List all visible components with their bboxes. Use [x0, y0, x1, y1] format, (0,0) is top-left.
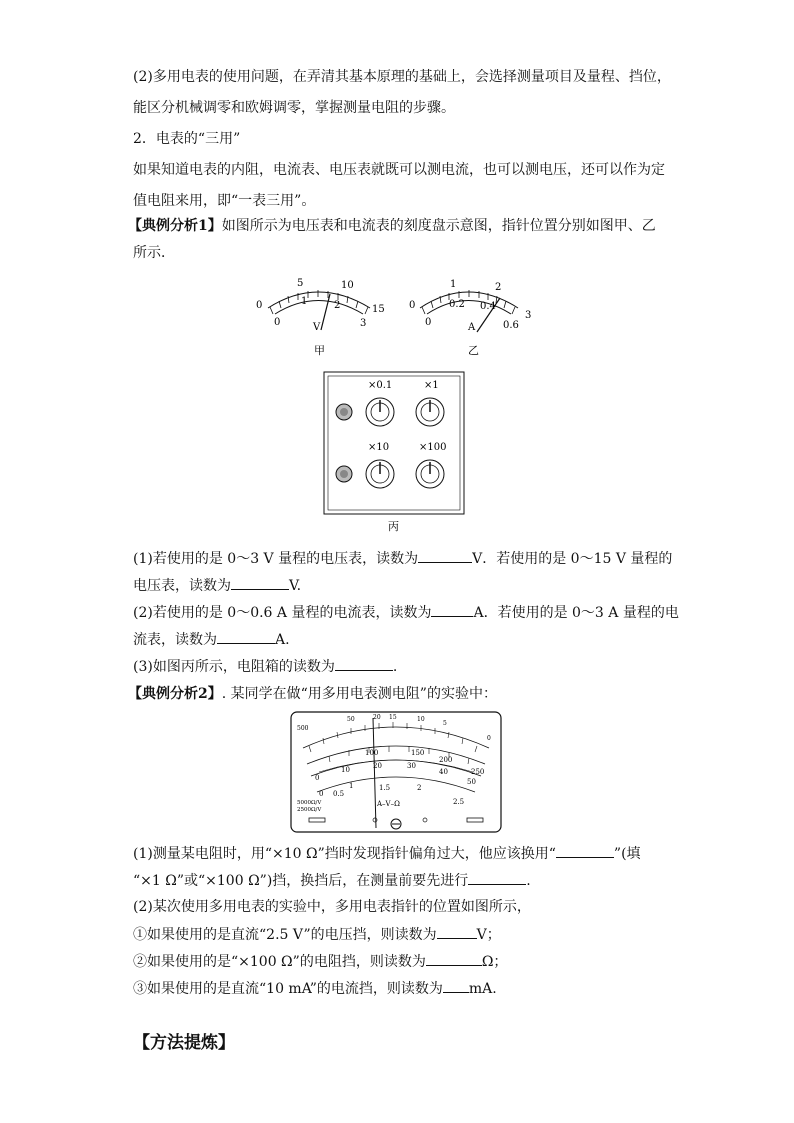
side-label: 2500Ω/V — [297, 807, 322, 813]
dial-x0-1[interactable] — [366, 380, 394, 426]
inner-scale-label: 0.2 — [449, 299, 465, 310]
question-text: . — [392, 659, 398, 675]
question-text: V．若使用的是 0～15 V 量程的 — [472, 551, 673, 567]
voltmeter-figure — [248, 272, 398, 360]
ohm-scale-label: 5 — [443, 720, 447, 727]
answer-blank[interactable] — [426, 951, 482, 966]
question-1-cont — [133, 575, 301, 596]
low-scale-label: 1 — [349, 782, 354, 790]
answer-blank[interactable] — [418, 548, 472, 563]
multimeter-figure — [289, 710, 503, 836]
question-text: (2)若使用的是 0～0.6 A 量程的电流表，读数为 — [133, 605, 432, 621]
outer-scale-label: 10 — [341, 280, 354, 291]
v-scale-label: 30 — [407, 762, 416, 770]
mechanical-zero-adjust[interactable] — [391, 819, 401, 829]
outer-scale-label: 0 — [409, 300, 416, 311]
dial-multiplier-label: ×10 — [368, 442, 390, 453]
question-text: 流表，读数为 — [133, 632, 217, 648]
inner-scale-label: 0 — [274, 317, 281, 328]
inner-scale-label: 0 — [425, 317, 432, 328]
ex2-question-2: (2)某次使用多用电表的实验中，多用电表指针的位置如图所示， — [133, 899, 531, 915]
question-text: A. — [275, 632, 290, 648]
dial-multiplier-label: ×100 — [419, 442, 447, 453]
question-text: ①如果使用的是直流“2.5 V”的电压挡，则读数为 — [133, 927, 437, 943]
terminal — [336, 404, 352, 420]
question-1 — [133, 548, 672, 569]
question-2-cont — [133, 629, 290, 650]
question-text: (1)测量某电阻时，用“×10 Ω”挡时发现指针偏角过大，他应该换用“ — [133, 846, 556, 862]
dial-multiplier-label: ×1 — [424, 380, 439, 391]
ohm-scale-label: 50 — [347, 716, 355, 723]
ammeter-figure — [405, 272, 555, 360]
answer-blank[interactable] — [431, 602, 473, 617]
example-tag: 【典例分析2】 — [128, 686, 222, 702]
ohm-scale-label: 20 — [373, 714, 381, 721]
question-text: (1)若使用的是 0～3 V 量程的电压表，读数为 — [133, 551, 419, 567]
dial-multiplier-label: ×0.1 — [368, 380, 393, 391]
figure-caption: 乙 — [468, 344, 479, 357]
v-scale-label: 10 — [341, 766, 350, 774]
ex2-question-1 — [133, 843, 641, 864]
question-text: V； — [476, 927, 501, 943]
example-1-intro — [128, 216, 656, 236]
outer-scale-label: 3 — [525, 310, 532, 321]
figure-caption: 丙 — [388, 520, 399, 533]
ohm-scale-label: 15 — [389, 714, 397, 721]
low-scale-label: 2 — [417, 784, 422, 792]
v-scale-label: 20 — [373, 762, 382, 770]
ohm-scale-label: 0 — [487, 735, 491, 742]
answer-blank[interactable] — [443, 978, 469, 993]
ohm-scale-label: 10 — [417, 716, 425, 723]
answer-blank[interactable] — [335, 656, 393, 671]
question-text: . — [526, 873, 531, 889]
ohm-scale-label: 500 — [297, 725, 309, 732]
paragraph-line: (2)多用电表的使用问题，在弄清其基本原理的基础上，会选择测量项目及量程、挡位， — [133, 69, 671, 85]
question-text: mA. — [468, 981, 497, 997]
outer-scale-label: 1 — [450, 279, 457, 290]
low-scale-label: 0.5 — [333, 790, 345, 798]
paragraph-line: 如果知道电表的内阻，电流表、电压表就既可以测电流，也可以测电压，还可以作为定 — [133, 162, 665, 178]
ex2-question-1-cont — [133, 870, 531, 891]
inner-scale-label: 0.6 — [503, 320, 519, 331]
question-3 — [133, 656, 397, 677]
dc-scale-label: 100 — [365, 749, 379, 757]
question-text: ③如果使用的是直流“10 mA”的电流挡，则读数为 — [133, 981, 443, 997]
resistance-box-figure — [320, 370, 470, 538]
example-tag: 【典例分析1】 — [128, 218, 222, 234]
question-text: A．若使用的是 0～3 A 量程的电 — [473, 605, 679, 621]
terminal — [336, 466, 352, 482]
paragraph-line: 能区分机械调零和欧姆调零，掌握测量电阻的步骤。 — [133, 100, 455, 116]
paragraph-line: 所示． — [133, 245, 175, 261]
answer-blank[interactable] — [231, 575, 289, 590]
inner-scale-label: 3 — [360, 318, 367, 329]
v-scale-label: 0 — [315, 774, 320, 782]
low-scale-label: 2.5 — [453, 798, 465, 806]
question-2 — [133, 602, 679, 623]
dc-scale-label: 250 — [471, 768, 485, 776]
unit-label: V — [313, 322, 321, 333]
answer-blank[interactable] — [437, 924, 477, 939]
v-scale-label: 50 — [467, 778, 476, 786]
outer-scale-label: 5 — [297, 278, 304, 289]
v-scale-label: 40 — [439, 768, 448, 776]
mid-label: A–V–Ω — [377, 800, 400, 808]
method-heading: 【方法提炼】 — [133, 1033, 235, 1053]
question-text: “×1 Ω”或“×100 Ω”)挡，换挡后，在测量前要先进行 — [133, 873, 469, 889]
dc-scale-label: 150 — [411, 749, 425, 757]
unit-label: A — [468, 322, 476, 333]
outer-scale-label: 15 — [372, 304, 385, 315]
section-heading: 2．电表的“三用” — [133, 131, 241, 147]
figure-caption: 甲 — [314, 344, 325, 357]
outer-scale-label: 2 — [495, 282, 502, 293]
question-text: ②如果使用的是“×100 Ω”的电阻挡，则读数为 — [133, 954, 426, 970]
outer-scale-label: 0 — [256, 300, 263, 311]
example-text: 如图所示为电压表和电流表的刻度盘示意图，指针位置分别如图甲、乙 — [221, 218, 656, 234]
ex2-question-2-3 — [133, 978, 497, 999]
example-2-intro — [128, 684, 497, 704]
ex2-question-2-2 — [133, 951, 507, 972]
question-text: ”(填 — [613, 846, 641, 862]
low-scale-label: 1.5 — [379, 784, 391, 792]
answer-blank[interactable] — [556, 843, 614, 858]
answer-blank[interactable] — [217, 629, 275, 644]
answer-blank[interactable] — [468, 870, 526, 885]
question-text: Ω； — [481, 954, 508, 970]
question-text: 电压表，读数为 — [133, 578, 231, 594]
question-text: V. — [289, 578, 302, 594]
paragraph-line: 值电阻来用，即“一表三用”。 — [133, 193, 316, 209]
low-scale-label: 0 — [319, 790, 324, 798]
inner-scale-label: 0.4 — [480, 301, 496, 312]
voltmeter-dial — [268, 292, 370, 314]
dc-scale-label: 200 — [439, 756, 453, 764]
voltmeter-pointer — [321, 294, 330, 330]
side-label: 5000Ω/V — [297, 800, 322, 806]
inner-scale-label: 1 — [301, 296, 308, 307]
question-text: (3)如图丙所示，电阻箱的读数为 — [133, 659, 335, 675]
example-text: . 某同学在做“用多用电表测电阻”的实验中： — [221, 686, 497, 702]
inner-scale-label: 2 — [334, 300, 341, 311]
ex2-question-2-1 — [133, 924, 501, 945]
